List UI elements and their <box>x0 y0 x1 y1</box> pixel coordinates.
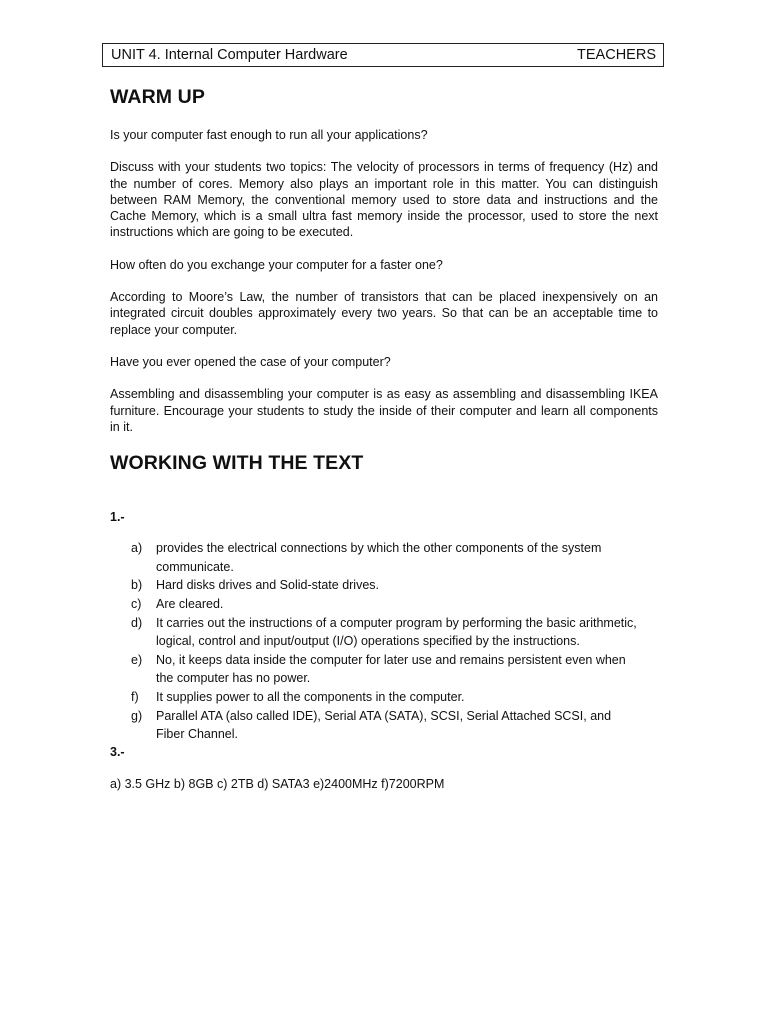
warm-up-heading: WARM UP <box>110 86 205 108</box>
unit-header <box>102 43 664 67</box>
page-content <box>110 86 658 792</box>
list-item <box>131 688 658 707</box>
item-letter: c) <box>131 596 142 611</box>
list-item <box>131 651 658 688</box>
item-letter: d) <box>131 615 143 630</box>
item-text: It supplies power to all the components in the computer. <box>156 689 465 704</box>
warm-up-question-1: Is your computer fast enough to run all your applications? <box>110 128 428 142</box>
list-item <box>131 539 658 576</box>
item-text: Are cleared. <box>156 596 224 611</box>
item-text: Hard disks drives and Solid-state drives. <box>156 578 380 593</box>
warm-up-answer-3: Assembling and disassembling your computer is as easy as assembling and disassembling IKEA furniture. Encourage your students to study the inside of their computer and learn all components in it. <box>110 387 658 434</box>
item-letter: g) <box>131 708 143 723</box>
item-letter: b) <box>131 578 143 593</box>
item-text: provides the electrical connections by which the other components of the system communicate. <box>156 541 602 574</box>
item-letter: e) <box>131 652 143 667</box>
unit-title: UNIT 4. Internal Computer Hardware <box>111 47 348 63</box>
warm-up-answer-2: According to Moore’s Law, the number of transistors that can be placed inexpensively on an integrated circuit doubles approximately every two years. So that can be an acceptable time to replace your computer. <box>110 290 658 337</box>
item-text: No, it keeps data inside the computer for later use and remains persistent even when the computer has no power. <box>156 652 626 686</box>
item-text: It carries out the instructions of a computer program by performing the basic arithmetic, logical, control and input/output (I/O) operations specified by the instructions. <box>156 615 637 649</box>
list-item <box>131 576 658 595</box>
audience-label: TEACHERS <box>577 47 656 63</box>
exercise-1-answer-list <box>110 539 658 744</box>
warm-up-question-2: How often do you exchange your computer for a faster one? <box>110 257 443 272</box>
warm-up-question-3: Have you ever opened the case of your computer? <box>110 354 391 369</box>
list-item <box>131 614 658 651</box>
exercise-3-answers: a) 3.5 GHz b) 8GB c) 2TB d) SATA3 e)2400MHz f)7200RPM <box>110 776 445 791</box>
exercise-1-number: 1.- <box>110 510 125 525</box>
working-with-text-heading: WORKING WITH THE TEXT <box>110 452 364 475</box>
warm-up-answer-1: Discuss with your students two topics: The velocity of processors in terms of frequency (Hz) and the number of cores. Memory also plays an important role in this matter. You can distinguish between RAM Memory, the conventional memory used to store data and instructions and the Cache Memory, which is a small ultra fast memory inside the processor, used to store the next instructions which are going to be executed. <box>110 160 658 240</box>
exercise-3-number: 3.- <box>110 744 125 759</box>
list-item <box>131 595 658 614</box>
item-text: Parallel ATA (also called IDE), Serial ATA (SATA), SCSI, Serial Attached SCSI, and Fiber Channel. <box>156 708 612 742</box>
list-item <box>131 707 658 744</box>
item-letter: f) <box>131 689 139 704</box>
item-letter: a) <box>131 541 143 556</box>
